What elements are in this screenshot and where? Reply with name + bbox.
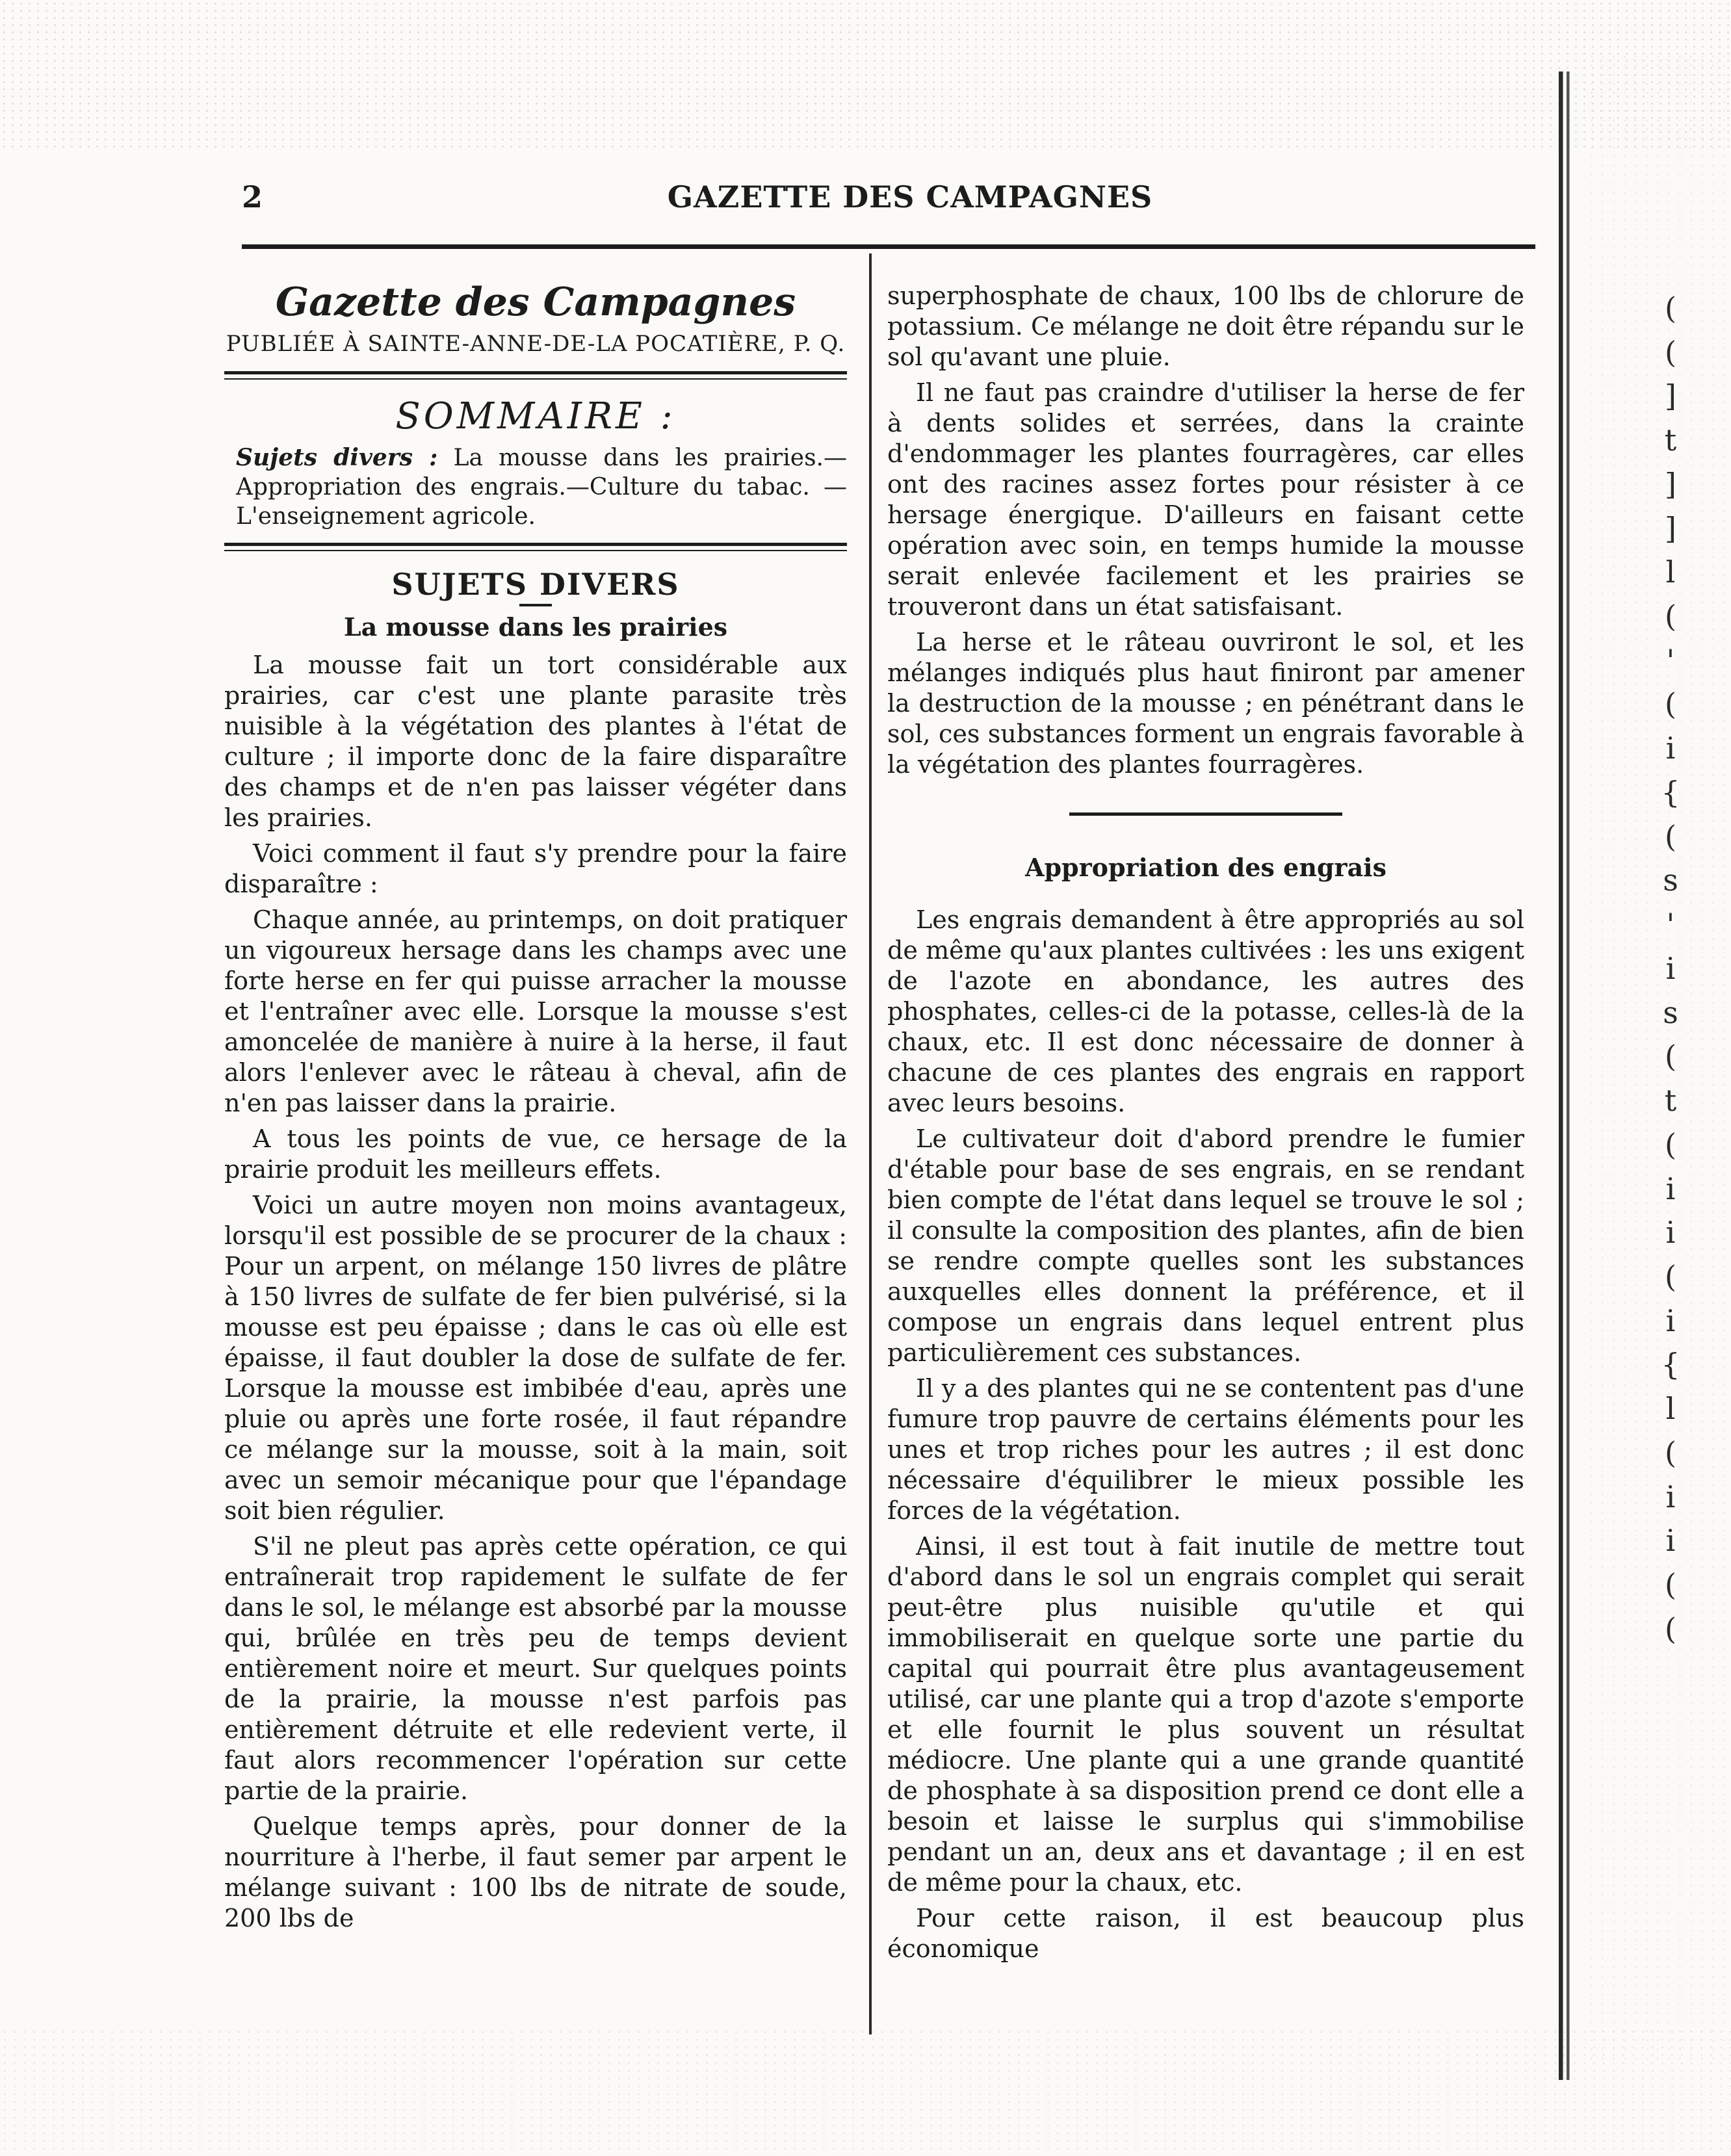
bleed-glyph: i: [1665, 1479, 1676, 1514]
paragraph: Voici comment il faut s'y prendre pour la faire disparaître :: [224, 839, 847, 898]
bleed-glyph: l: [1665, 1391, 1676, 1427]
paragraph: S'il ne pleut pas après cette opération, ce qui entraînerait trop rapidement le sulfate de fer dans le sol, le mélange est absorbé par la mousse qui, brûlée en très peu de temps devient entièrement noire et meurt. Sur quelques points de la prairie, la mousse n'est parfois pas entièrement détruite et elle redevient verte, il faut alors recommencer l'opération sur cette partie de la prairie.: [224, 1532, 847, 1805]
bleed-glyph: ': [1666, 642, 1675, 678]
bleed-glyph: ': [1666, 907, 1675, 942]
left-column: [224, 279, 847, 1934]
bleed-glyph: (: [1665, 686, 1676, 722]
scan-speckle-top: [0, 0, 1731, 149]
binding-edge: [1559, 71, 1573, 2080]
bleed-glyph: i: [1665, 1303, 1676, 1338]
bleed-glyph: (: [1665, 1126, 1676, 1162]
paragraph: Pour cette raison, il est beaucoup plus économique: [887, 1904, 1524, 1963]
column-rule: [869, 253, 872, 2034]
paragraph: La mousse fait un tort considérable aux prairies, car c'est une plante parasite très nuisible à la végétation des plantes à l'état de culture ; il importe donc de la faire disparaître des champs et de n'en pas laisser végéter dans les prairies.: [224, 651, 847, 832]
bleed-glyph: {: [1661, 774, 1680, 810]
paragraph: Ainsi, il est tout à fait inutile de mettre tout d'abord dans le sol un engrais complet qui serait peut-être plus nuisible qu'utile et qui immobiliserait en quelque sorte une partie du capital qui pourrait être plus avantageusement utilisé, car une plante qui a trop d'azote s'emporte et elle fournit le plus souvent un résultat médiocre. Une plante qui a une grande quantité de phosphate à sa disposition prend ce dont elle a besoin et laisse le surplus qui s'immobilise pendant un an, deux ans et davantage ; il en est de même pour la chaux, etc.: [887, 1532, 1524, 1897]
section-heading: SUJETS DIVERS: [391, 567, 680, 602]
bleed-glyph: ]: [1665, 378, 1676, 414]
paragraph: Le cultivateur doit d'abord prendre le fumier d'étable pour base de ses engrais, en se rendant bien compte de l'état dans lequel se trouve le sol ; il consulte la composition des plantes, afin de bien se rendre compte quelles sont les substances auxquelles elles donnent la préférence, et il compose un engrais dans lequel entrent plus particulièrement ces substances.: [887, 1124, 1524, 1367]
sommaire-label: Sujets divers :: [236, 444, 438, 471]
paragraph-continuation: superphosphate de chaux, 100 lbs de chlorure de potassium. Ce mélange ne doit être répandu sur le sol qu'avant une pluie.: [887, 281, 1524, 371]
bleed-glyph: s: [1663, 994, 1678, 1030]
bleed-glyph: l: [1665, 554, 1676, 590]
bleed-glyph: (: [1665, 1039, 1676, 1074]
bleed-glyph: t: [1664, 1083, 1677, 1119]
scan-speckle-bottom: [0, 2028, 1731, 2156]
bleed-glyph: (: [1665, 334, 1676, 370]
paragraph: A tous les points de vue, ce hersage de la prairie produit les meilleurs effets.: [224, 1124, 847, 1184]
right-column: [887, 281, 1524, 1964]
sommaire-rule: [224, 543, 847, 551]
page-number: 2: [242, 179, 263, 214]
paragraph: Quelque temps après, pour donner de la nourriture à l'herbe, il faut semer par arpent le mélange suivant : 100 lbs de nitrate de soude, 200 lbs de: [224, 1812, 847, 1932]
section-rule: [519, 604, 552, 606]
bleed-glyph: (: [1665, 1435, 1676, 1470]
sommaire-contents: La mousse dans les prairies.—Appropriation des engrais.—Culture du tabac. — L'enseignement agricole.: [236, 445, 848, 530]
paragraph: La herse et le râteau ouvriront le sol, et les mélanges indiqués plus haut finiront par amener la destruction de la mousse ; en pénétrant dans le sol, ces substances forment un engrais favorable à la végétation des plantes fourragères.: [887, 628, 1524, 779]
paragraph: Il y a des plantes qui ne se contentent pas d'une fumure trop pauvre de certains éléments pour les unes et trop riches pour les autres ; il est donc nécessaire d'équilibrer le mieux possible les forces de la végétation.: [887, 1374, 1524, 1525]
paragraph: Il ne faut pas craindre d'utiliser la herse de fer à dents solides et serrées, dans la crainte d'endommager les plantes fourragères, car elles ont des racines assez fortes pour résister à ce hersage énergique. D'ailleurs en faisant cette opération avec soin, en temps humide la mousse serait enlevée facilement et les prairies se trouveront dans un état satisfaisant.: [887, 378, 1524, 621]
bleed-glyph: t: [1664, 422, 1677, 458]
article-title-mousse: La mousse dans les prairies: [343, 612, 728, 642]
bleed-glyph: (: [1665, 1567, 1676, 1603]
sommaire-text: [224, 443, 847, 531]
masthead-title: Gazette des Campagnes: [275, 279, 796, 325]
bleed-glyph: ]: [1665, 510, 1676, 546]
paragraph: Chaque année, au printemps, on doit pratiquer un vigoureux hersage dans les champs avec une forte herse en fer qui puisse arracher la mousse et l'entraîner avec elle. Lorsque la mousse s'est amoncelée de manière à nuire à la herse, il faut alors l'enlever avec le râteau à cheval, afin de n'en pas laisser dans la prairie.: [224, 905, 847, 1117]
bleed-glyph: ]: [1665, 466, 1676, 502]
bleed-glyph: i: [1665, 1215, 1676, 1251]
sommaire-heading: SOMMAIRE :: [395, 395, 676, 437]
bleed-glyph: i: [1665, 1171, 1676, 1206]
bleed-glyph: (: [1665, 1259, 1676, 1295]
facing-page-bleed: [1651, 286, 1690, 1651]
bleed-glyph: i: [1665, 731, 1676, 766]
bleed-glyph: (: [1665, 599, 1676, 634]
bleed-glyph: {: [1661, 1347, 1680, 1383]
masthead-rule: [224, 371, 847, 380]
bleed-glyph: i: [1665, 1523, 1676, 1559]
paragraph: Les engrais demandent à être appropriés au sol de même qu'aux plantes cultivées : les uns exigent de l'azote en abondance, les autres des phosphates, celles-ci de la potasse, celles-là de la chaux, etc. Il est donc nécessaire de donner à chacune de ces plantes des engrais en rapport avec leurs besoins.: [887, 905, 1524, 1117]
article-separator-rule: [1069, 812, 1342, 816]
running-title: GAZETTE DES CAMPAGNES: [667, 179, 1153, 214]
bleed-glyph: i: [1665, 950, 1676, 986]
article-title-engrais: Appropriation des engrais: [1024, 853, 1387, 882]
bleed-glyph: s: [1663, 863, 1678, 898]
paragraph: Voici un autre moyen non moins avantageux, lorsqu'il est possible de se procurer de la chaux : Pour un arpent, on mélange 150 livres de plâtre à 150 livres de sulfate de fer bien pulvérisé, si la mousse est peu épaisse ; dans le cas où elle est épaisse, il faut doubler la dose de sulfate de fer. Lorsque la mousse est imbibée d'eau, après une pluie ou après une forte rosée, il faut répandre ce mélange sur la mousse, soit à la main, soit avec un semoir mécanique pour que l'épandage soit bien régulier.: [224, 1191, 847, 1525]
header-rule: [242, 244, 1535, 249]
masthead-imprint: PUBLIÉE À SAINTE-ANNE-DE-LA POCATIÈRE, P. Q.: [226, 331, 846, 357]
bleed-glyph: (: [1665, 290, 1676, 326]
bleed-glyph: (: [1665, 1611, 1676, 1646]
bleed-glyph: (: [1665, 818, 1676, 854]
